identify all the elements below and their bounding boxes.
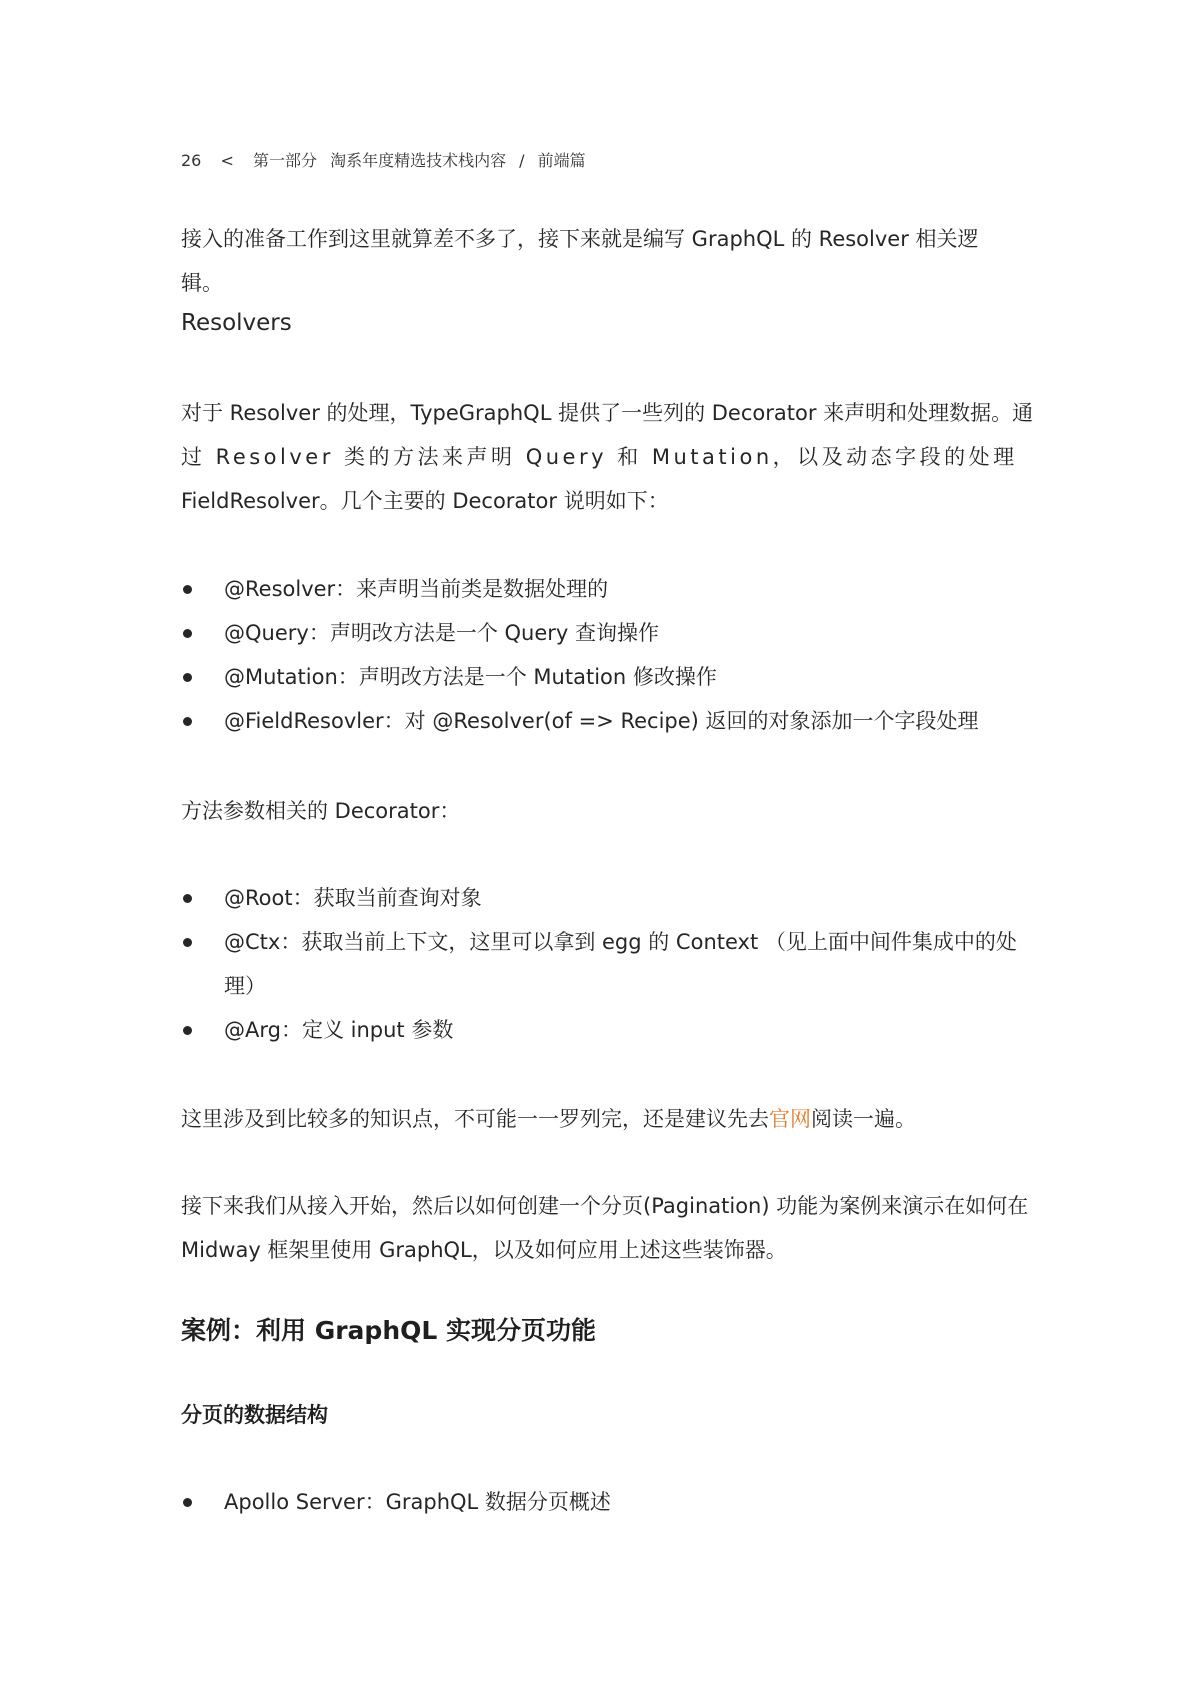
resolvers-paragraph xyxy=(181,391,1034,523)
bullet-icon xyxy=(183,673,192,682)
data-structure-heading: 分页的数据结构 xyxy=(181,1403,328,1427)
header-part: 第一部分 xyxy=(252,151,317,170)
list-item xyxy=(181,1008,1019,1052)
list-item-text: @Resolver：来声明当前类是数据处理的 xyxy=(224,577,609,601)
next-paragraph xyxy=(181,1184,1029,1272)
list-item xyxy=(181,611,1019,655)
next-paragraph-line-2: Midway 框架里使用 GraphQL，以及如何应用上述这些装饰器。 xyxy=(181,1238,787,1262)
bullet-icon xyxy=(183,585,192,594)
param-decorator-intro: 方法参数相关的 Decorator： xyxy=(181,799,461,823)
list-item-text: @Query：声明改方法是一个 Query 查询操作 xyxy=(224,621,659,645)
bullet-icon xyxy=(183,717,192,726)
header-title: 淘系年度精选技术栈内容 xyxy=(330,151,507,170)
intro-paragraph: 接入的准备工作到这里就算差不多了，接下来就是编写 GraphQL 的 Resolver 相关逻辑。 xyxy=(181,227,979,295)
resolvers-heading: Resolvers xyxy=(181,310,292,336)
header-section: 前端篇 xyxy=(537,151,586,170)
knowledge-text-before: 这里涉及到比较多的知识点，不可能一一罗列完，还是建议先去 xyxy=(181,1107,769,1131)
resolvers-paragraph-line-2: 过 Resolver 类的方法来声明 Query 和 Mutation，以及动态字段的处理 xyxy=(181,445,1018,469)
knowledge-paragraph xyxy=(181,1097,1019,1141)
list-item xyxy=(181,1480,1019,1524)
resolvers-paragraph-line-1: 对于 Resolver 的处理，TypeGraphQL 提供了一些列的 Decorator 来声明和处理数据。通 xyxy=(181,401,1034,425)
header-slash: / xyxy=(519,151,525,170)
list-item-text: @Arg：定义 input 参数 xyxy=(224,1018,454,1042)
bullet-icon xyxy=(183,938,192,947)
decorator-list xyxy=(181,567,1019,743)
next-paragraph-line-1: 接下来我们从接入开始，然后以如何创建一个分页(Pagination) 功能为案例来演示在如何在 xyxy=(181,1194,1029,1218)
list-item-text: Apollo Server：GraphQL 数据分页概述 xyxy=(224,1490,611,1514)
list-item xyxy=(181,920,1019,1008)
header-separator: < xyxy=(220,151,234,170)
list-item xyxy=(181,655,1019,699)
official-site-link[interactable]: 官网 xyxy=(769,1107,811,1131)
resolvers-paragraph-line-3: FieldResolver。几个主要的 Decorator 说明如下： xyxy=(181,489,669,513)
list-item xyxy=(181,699,1019,743)
bullet-icon xyxy=(183,1026,192,1035)
list-item xyxy=(181,876,1019,920)
list-item-text: @FieldResovler：对 @Resolver(of => Recipe) 返回的对象添加一个字段处理 xyxy=(224,709,979,733)
param-decorator-list xyxy=(181,876,1019,1052)
reference-list xyxy=(181,1480,1019,1524)
page-number: 26 xyxy=(181,151,202,170)
bullet-icon xyxy=(183,1498,192,1507)
knowledge-text-after: 阅读一遍。 xyxy=(811,1107,916,1131)
list-item-text: @Ctx：获取当前上下文，这里可以拿到 egg 的 Context （见上面中间件集成中的处理） xyxy=(224,930,1017,998)
list-item-text: @Root：获取当前查询对象 xyxy=(224,886,482,910)
bullet-icon xyxy=(183,629,192,638)
list-item xyxy=(181,567,1019,611)
running-header xyxy=(181,148,600,171)
case-heading: 案例：利用 GraphQL 实现分页功能 xyxy=(181,1316,597,1345)
list-item-text: @Mutation：声明改方法是一个 Mutation 修改操作 xyxy=(224,665,717,689)
bullet-icon xyxy=(183,894,192,903)
